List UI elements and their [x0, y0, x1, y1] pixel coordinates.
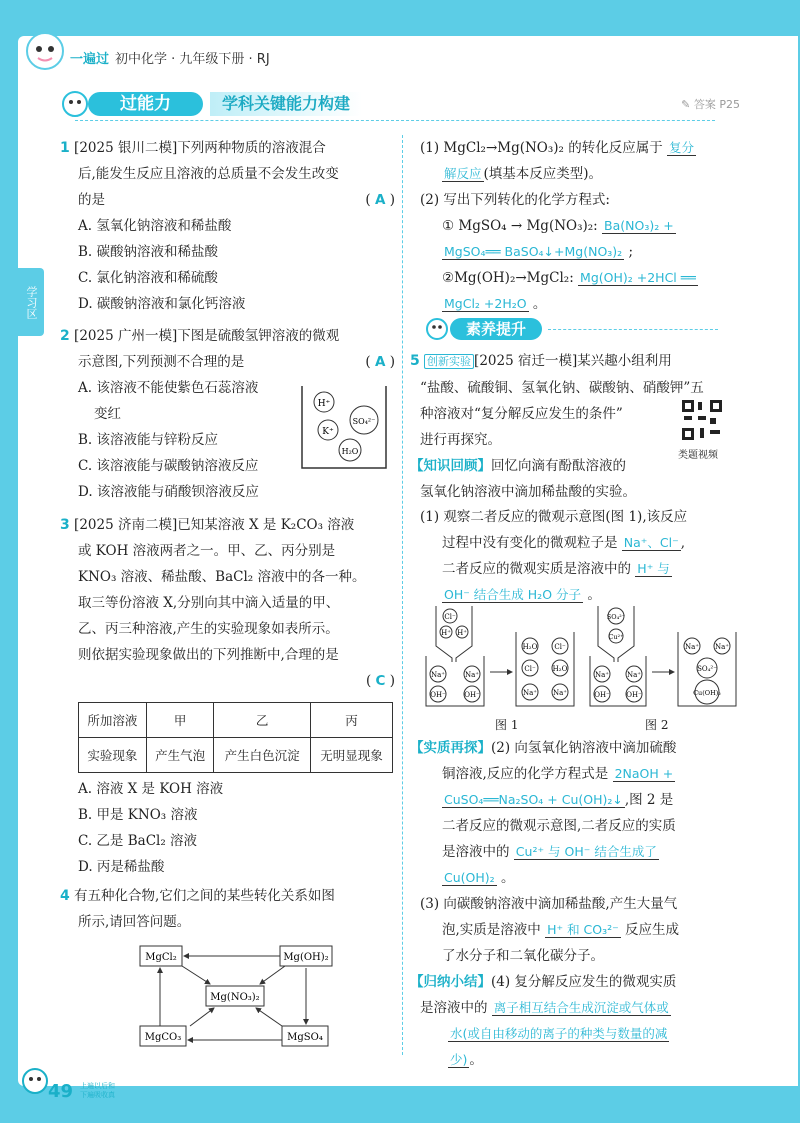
node-mgso4 — [282, 1026, 328, 1046]
svg-text:Cu(OH)₂: Cu(OH)₂ — [693, 689, 721, 697]
svg-text:H₂O: H₂O — [522, 643, 538, 651]
svg-text:Na⁺: Na⁺ — [685, 643, 699, 651]
svg-text:Na⁺: Na⁺ — [595, 671, 609, 679]
question-5-intro: 5 创新实验 [2025 宿迁一模]某兴趣小组利用 “盐酸、硫酸铜、氢氧化钠、碳酸钠、硝酸钾”五 种溶液对“复分解反应发生的条件” 进行再探究。 【知识回顾】回忆向滴有酚酞溶液的 氢氧化钠溶液中滴加稀盐酸的实验。 — [410, 353, 704, 500]
question-3: 3 [2025 济南二模]已知某溶液 X 是 K₂CO₃ 溶液 或 KOH 溶液两者之一。甲、乙、丙分别是 KNO₃ 溶液、稀盐酸、BaCl₂ 溶液中的各一种。 取三等份溶液 X,分别向其中滴入适量的甲、 乙、丙三种溶液,产生的实验现象如表所示。 则依据实验现象做出的下列推断中,合理的是 ( C ) — [60, 517, 395, 689]
fig2-before — [590, 606, 646, 706]
micro-diagrams — [422, 602, 740, 712]
svg-text:Na⁺: Na⁺ — [523, 689, 537, 697]
table-row: 实验现象 产生气泡 产生白色沉淀 无明显现象 — [79, 738, 393, 773]
q4-answer-type: 复分 — [669, 140, 695, 155]
svg-text:SO₄²⁻: SO₄²⁻ — [352, 417, 376, 426]
divider — [75, 120, 715, 121]
q2-answer: A — [374, 354, 386, 370]
question-4-parts: (1) MgCl₂→Mg(NO₃)₂ 的转化反应属于 复分 解反应 (填基本反应类型)。 (2) 写出下列转化的化学方程式: ① MgSO₄ → Mg(NO₃)₂: Ba(NO₃)₂ + MgSO₄══ BaSO₄↓+Mg(NO₃)₂ ; ②Mg(OH)₂→MgCl₂: Mg(OH)₂ +2HCl ══ MgCl₂ +2H₂O 。 — [420, 140, 696, 312]
svg-text:Mg(OH)₂: Mg(OH)₂ — [283, 952, 329, 963]
svg-text:Na⁺: Na⁺ — [553, 689, 567, 697]
svg-text:K⁺: K⁺ — [322, 427, 334, 437]
svg-text:H⁺: H⁺ — [441, 629, 451, 637]
svg-text:OH⁻: OH⁻ — [594, 691, 610, 699]
figure-2-caption: 图 2 — [645, 718, 669, 732]
q1-answer: A — [374, 192, 386, 208]
svg-text:OH⁻: OH⁻ — [464, 691, 480, 699]
node-mgoh2 — [280, 946, 332, 966]
book-subtitle: 初中化学 · 九年级下册 · RJ — [115, 52, 270, 67]
svg-text:H⁺: H⁺ — [457, 629, 467, 637]
svg-text:Na⁺: Na⁺ — [465, 671, 479, 679]
answer-reference: ✎ 答案 P25 — [681, 98, 740, 111]
section-title: 过能力 — [88, 92, 203, 116]
question-5-part1: (1) 观察二者反应的微观示意图(图 1),该反应 过程中没有变化的微观粒子是 Na⁺、Cl⁻ , 二者反应的微观实质是溶液中的 H⁺ 与 OH⁻ 结合生成 H₂O 分子 。 — [420, 509, 688, 603]
section-subtitle: 学科关键能力构建 — [210, 92, 362, 116]
molecule-h2o — [339, 439, 361, 461]
fig1-after — [516, 632, 574, 706]
svg-text:MgCO₃: MgCO₃ — [144, 1032, 182, 1043]
brand-name: 一遍过 — [70, 52, 110, 67]
conversion-diagram — [130, 940, 340, 1055]
svg-text:Cl⁻: Cl⁻ — [524, 665, 536, 673]
question-5-part2: 【实质再探】(2) 向氢氧化钠溶液中滴加硫酸 铜溶液,反应的化学方程式是 2NaOH + CuSO₄══Na₂SO₄ + Cu(OH)₂↓ ,图 2 是 二者反应的微观示意图,二者反应的实质 是溶液中的 Cu²⁺ 与 OH⁻ 结合生成了 Cu(OH)₂ 。 (3) 向碳酸钠溶液中滴加稀盐酸,产生大量气 泡,实质是溶液中 H⁺ 和 CO₃²⁻ 反应生成 了水分子和二氧化碳分子。 【归纳小结】(4) 复分解反应发生的微观实质 是溶液中的 离子相互结合生成沉淀或气体或 水(或自由移动的离子的种类与数量的减 少) 。 — [410, 740, 680, 1068]
question-4-stem: 4 有五种化合物,它们之间的某些转化关系如图 所示,请回答问题。 — [60, 888, 335, 930]
page-number: 49 — [48, 1081, 74, 1102]
svg-text:H₂O: H₂O — [552, 665, 568, 673]
question-2: 2 [2025 广州一模]下图是硫酸氢钾溶液的微观 示意图,下列预测不合理的是 ( A ) A. 该溶液不能使紫色石蕊溶液 变红 B. 该溶液能与锌粉反应 C. 该溶液能与碳酸钠溶液反应 D. 该溶液能与硝酸钡溶液反应 — [60, 328, 395, 500]
table-row: 所加溶液 甲 乙 丙 — [79, 703, 393, 738]
q4-eq2: Mg(OH)₂ +2HCl ══ — [580, 270, 696, 285]
qr-label: 类题视频 — [678, 450, 718, 461]
mascot-logo-icon — [22, 30, 68, 72]
question-1: 1 [2025 银川二模]下列两种物质的溶液混合 后,能发生反应且溶液的总质量不会发生改变 的是 ( A ) A. 氢氧化钠溶液和稀盐酸 B. 碳酸钠溶液和稀盐酸 C. 氯化钠溶液和稀硫酸 D. 碳酸钠溶液和氯化钙溶液 — [60, 140, 395, 312]
svg-text:Na⁺: Na⁺ — [627, 671, 641, 679]
fig1-before — [426, 606, 484, 706]
experiment-table — [78, 702, 393, 773]
section-heading-literacy — [424, 318, 544, 342]
running-header — [70, 48, 270, 67]
node-mgcl2 — [140, 946, 182, 966]
svg-text:H₂O: H₂O — [341, 447, 359, 456]
q3-answer: C — [375, 673, 386, 689]
svg-text:Cl⁻: Cl⁻ — [444, 613, 456, 621]
svg-text:OH⁻: OH⁻ — [626, 691, 642, 699]
node-mgco3 — [140, 1026, 186, 1046]
ion-so4 — [350, 406, 378, 434]
svg-text:SO₄²⁻: SO₄²⁻ — [697, 665, 717, 673]
svg-text:Na⁺: Na⁺ — [715, 643, 729, 651]
node-mgno32 — [206, 986, 264, 1006]
ion-h — [314, 392, 334, 412]
svg-text:MgSO₄: MgSO₄ — [287, 1032, 323, 1043]
section-title: 素养提升 — [450, 318, 542, 340]
khso4-solution-diagram — [298, 382, 390, 474]
question-3-options: A. 溶液 X 是 KOH 溶液 B. 甲是 KNO₃ 溶液 C. 乙是 BaCl₂ 溶液 D. 丙是稀盐酸 — [78, 781, 224, 875]
q4-eq1: Ba(NO₃)₂ + — [604, 218, 674, 233]
section-heading-ability — [60, 92, 740, 118]
divider — [548, 329, 718, 330]
svg-text:Mg(NO₃)₂: Mg(NO₃)₂ — [210, 992, 260, 1003]
figure-1-caption: 图 1 — [495, 718, 519, 732]
footer-mascot-icon — [20, 1066, 50, 1096]
footer-slogan: 上遍以后和 下遍吸收真 — [80, 1082, 115, 1099]
svg-text:MgCl₂: MgCl₂ — [145, 952, 177, 963]
ion-k — [318, 420, 338, 440]
column-divider — [402, 135, 403, 1055]
mascot-icon — [60, 90, 90, 118]
mascot-icon — [424, 316, 450, 342]
svg-text:SO₄²⁻: SO₄²⁻ — [606, 613, 626, 621]
svg-text:Cu²⁺: Cu²⁺ — [608, 633, 624, 641]
svg-text:H⁺: H⁺ — [317, 399, 331, 409]
svg-text:Cl⁻: Cl⁻ — [554, 643, 566, 651]
innovation-tag: 创新实验 — [424, 354, 474, 369]
svg-text:Na⁺: Na⁺ — [431, 671, 445, 679]
svg-text:OH⁻: OH⁻ — [430, 691, 446, 699]
fig2-after — [678, 632, 736, 706]
qr-code-icon[interactable] — [680, 398, 724, 442]
side-tab: 学习区 — [18, 268, 44, 336]
